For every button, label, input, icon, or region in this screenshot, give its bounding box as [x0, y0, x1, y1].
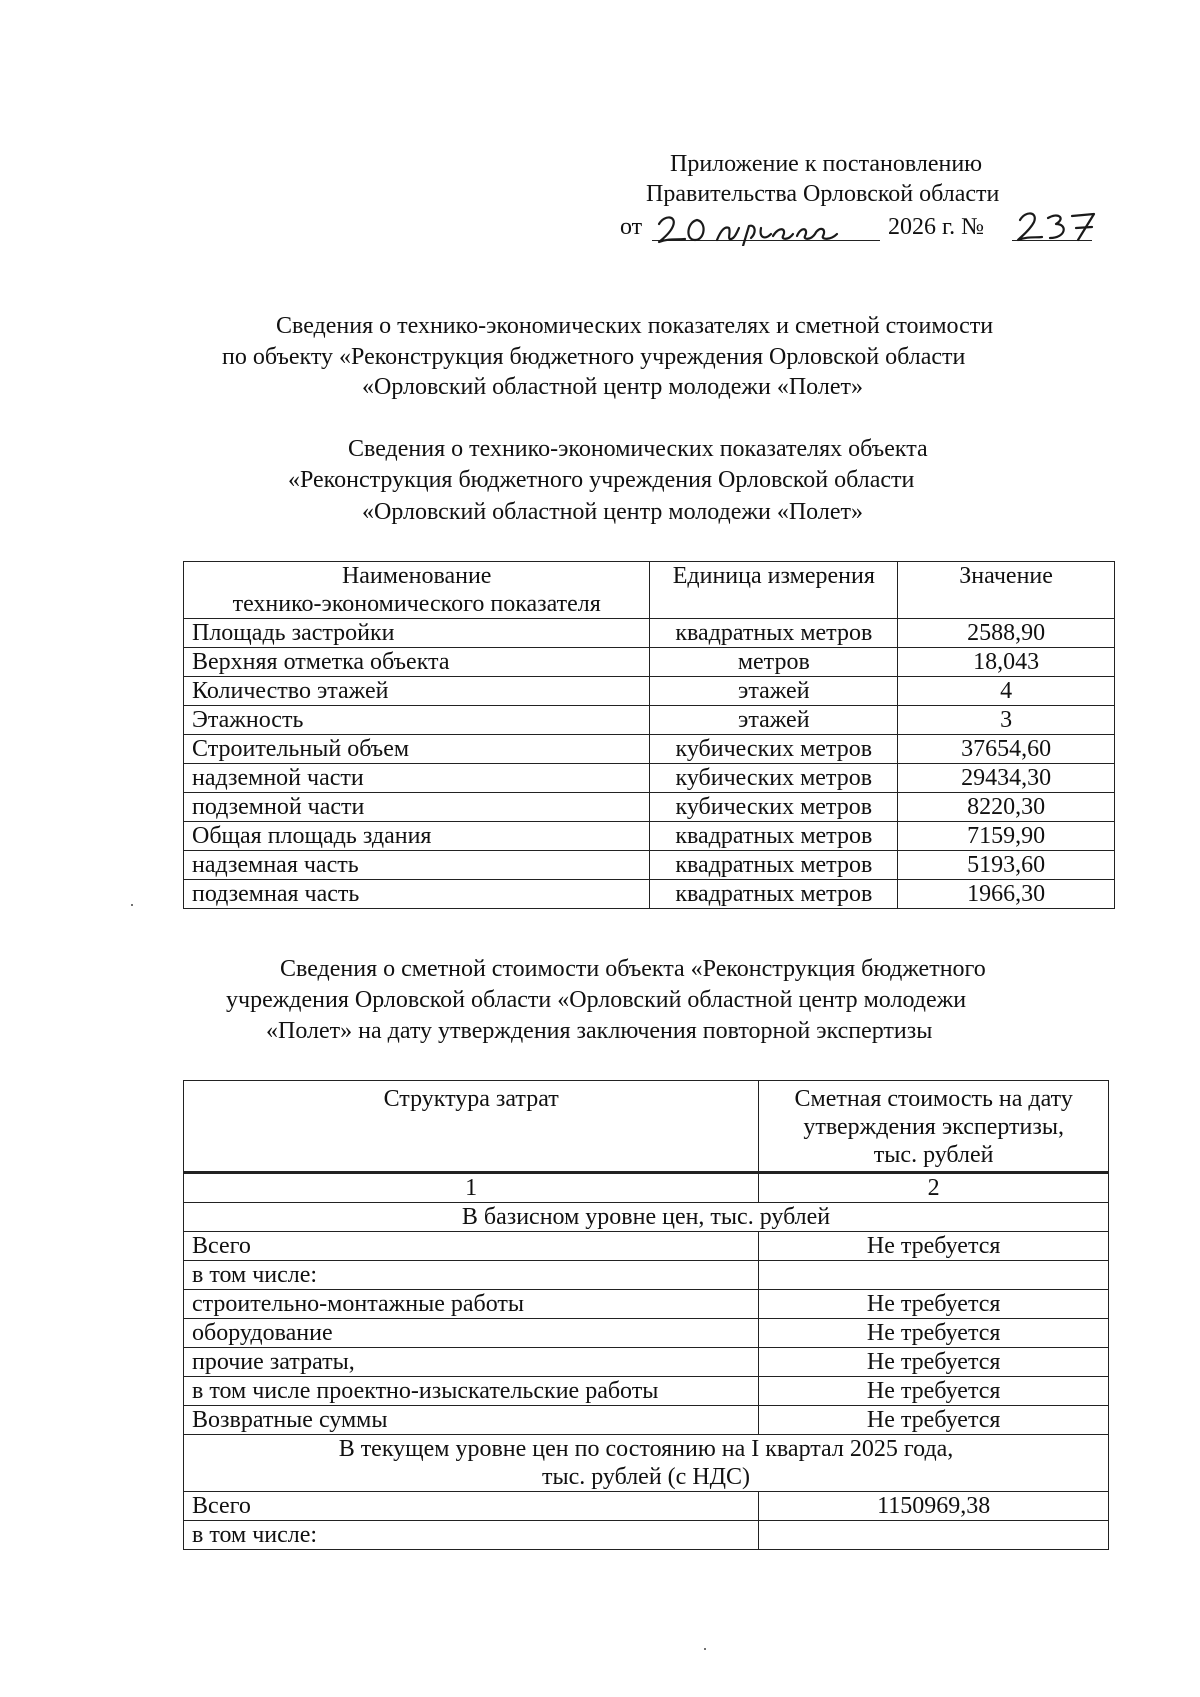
tep-row-unit: этажей: [650, 706, 898, 735]
tep-row-name: Количество этажей: [184, 677, 650, 706]
tep-row-unit: кубических метров: [650, 764, 898, 793]
scan-speck: [704, 1648, 706, 1650]
cost-row-name: Возвратные суммы: [184, 1406, 759, 1435]
cost-row-value: 1150969,38: [759, 1492, 1109, 1521]
tep-title-line-1: Сведения о технико-экономических показателях объекта: [348, 436, 928, 462]
tep-table: [183, 561, 1115, 909]
tep-header-name: [184, 562, 650, 619]
handwritten-date: [655, 212, 885, 246]
tep-row-name: Этажность: [184, 706, 650, 735]
tep-row-unit: кубических метров: [650, 793, 898, 822]
cost-table-body-current: [184, 1492, 1109, 1550]
tep-table-row: [184, 880, 1115, 909]
tep-row-value: 29434,30: [898, 764, 1115, 793]
tep-row-value: 37654,60: [898, 735, 1115, 764]
cost-table-row: [184, 1377, 1109, 1406]
tep-row-name: Общая площадь здания: [184, 822, 650, 851]
cost-table-row: [184, 1232, 1109, 1261]
header-government-line: Правительства Орловской области: [646, 181, 1000, 207]
cost-row-value: [759, 1521, 1109, 1550]
tep-row-name: Площадь застройки: [184, 619, 650, 648]
cost-table-row: [184, 1406, 1109, 1435]
tep-table-row: [184, 619, 1115, 648]
cost-row-value: Не требуется: [759, 1406, 1109, 1435]
cost-row-name: в том числе:: [184, 1521, 759, 1550]
tep-row-unit: метров: [650, 648, 898, 677]
tep-row-unit: квадратных метров: [650, 619, 898, 648]
tep-table-row: [184, 851, 1115, 880]
cost-table-header-row: [184, 1081, 1109, 1173]
scan-speck: [131, 904, 133, 906]
cost-row-name: Всего: [184, 1492, 759, 1521]
cost-row-name: Всего: [184, 1232, 759, 1261]
tep-header-name-line2: технико-экономического показателя: [232, 591, 601, 617]
tep-row-value: 5193,60: [898, 851, 1115, 880]
cost-table-row: [184, 1348, 1109, 1377]
cost-row-value: Не требуется: [759, 1377, 1109, 1406]
cost-title-line-1: Сведения о сметной стоимости объекта «Реконструкция бюджетного: [280, 956, 986, 982]
cost-header-cost: [759, 1081, 1109, 1173]
cost-table-row: [184, 1319, 1109, 1348]
header-appendix-line: Приложение к постановлению: [670, 151, 983, 177]
cost-row-name: в том числе проектно-изыскательские работы: [184, 1377, 759, 1406]
tep-table-body: [184, 619, 1115, 909]
cost-row-name: оборудование: [184, 1319, 759, 1348]
tep-row-value: 8220,30: [898, 793, 1115, 822]
cost-col-number-2: 2: [759, 1173, 1109, 1203]
header-year-label: 2026 г. №: [888, 214, 985, 240]
tep-table-row: [184, 706, 1115, 735]
tep-table-row: [184, 793, 1115, 822]
tep-row-name: Верхняя отметка объекта: [184, 648, 650, 677]
cost-table-body-basic: [184, 1232, 1109, 1435]
cost-table-row: [184, 1492, 1109, 1521]
tep-title-line-3: «Орловский областной центр молодежи «Полет»: [362, 499, 863, 525]
tep-row-name: надземная часть: [184, 851, 650, 880]
cost-header-cost-line1: Сметная стоимость на дату: [794, 1086, 1073, 1112]
cost-section-basic: В базисном уровне цен, тыс. рублей: [184, 1203, 1109, 1232]
main-title-line-3: «Орловский областной центр молодежи «Полет»: [362, 374, 863, 400]
cost-header-structure: Структура затрат: [184, 1081, 759, 1173]
header-from-label: от: [620, 214, 643, 240]
cost-row-name: прочие затраты,: [184, 1348, 759, 1377]
cost-row-value: Не требуется: [759, 1319, 1109, 1348]
tep-row-unit: квадратных метров: [650, 822, 898, 851]
tep-title-line-2: «Реконструкция бюджетного учреждения Орловской области: [288, 467, 915, 493]
handwritten-number: [1014, 208, 1098, 244]
tep-row-name: надземной части: [184, 764, 650, 793]
cost-row-name: строительно-монтажные работы: [184, 1290, 759, 1319]
main-title-line-1: Сведения о технико-экономических показателях и сметной стоимости: [276, 313, 994, 339]
cost-col-number-1: 1: [184, 1173, 759, 1203]
cost-section-current: [184, 1435, 1109, 1492]
tep-row-name: подземная часть: [184, 880, 650, 909]
tep-table-row: [184, 648, 1115, 677]
cost-header-cost-line3: тыс. рублей: [873, 1142, 994, 1168]
cost-header-cost-line2: утверждения экспертизы,: [803, 1114, 1064, 1140]
cost-column-number-row: [184, 1173, 1109, 1203]
cost-table-row: [184, 1261, 1109, 1290]
cost-row-value: [759, 1261, 1109, 1290]
tep-header-value: Значение: [898, 562, 1115, 619]
cost-table-row: [184, 1521, 1109, 1550]
cost-table-row: [184, 1290, 1109, 1319]
tep-row-name: подземной части: [184, 793, 650, 822]
cost-section-current-line2: тыс. рублей (с НДС): [541, 1464, 751, 1490]
tep-table-row: [184, 677, 1115, 706]
tep-header-name-line1: Наименование: [341, 563, 492, 589]
cost-row-value: Не требуется: [759, 1232, 1109, 1261]
tep-row-value: 7159,90: [898, 822, 1115, 851]
tep-row-value: 18,043: [898, 648, 1115, 677]
main-title-line-2: по объекту «Реконструкция бюджетного учреждения Орловской области: [222, 344, 966, 370]
tep-row-value: 2588,90: [898, 619, 1115, 648]
cost-row-name: в том числе:: [184, 1261, 759, 1290]
tep-table-header-row: [184, 562, 1115, 619]
tep-row-name: Строительный объем: [184, 735, 650, 764]
tep-row-unit: кубических метров: [650, 735, 898, 764]
tep-row-unit: этажей: [650, 677, 898, 706]
tep-row-value: 1966,30: [898, 880, 1115, 909]
tep-row-unit: квадратных метров: [650, 880, 898, 909]
cost-title-line-2: учреждения Орловской области «Орловский областной центр молодежи: [226, 987, 967, 1013]
cost-row-value: Не требуется: [759, 1290, 1109, 1319]
tep-table-row: [184, 764, 1115, 793]
cost-row-value: Не требуется: [759, 1348, 1109, 1377]
cost-table: [183, 1080, 1109, 1550]
cost-section-current-line1: В текущем уровне цен по состоянию на I квартал 2025 года,: [338, 1436, 954, 1462]
tep-row-value: 4: [898, 677, 1115, 706]
tep-table-row: [184, 822, 1115, 851]
tep-table-row: [184, 735, 1115, 764]
cost-section-current-row: [184, 1435, 1109, 1492]
cost-section-basic-row: [184, 1203, 1109, 1232]
tep-header-unit: Единица измерения: [650, 562, 898, 619]
tep-row-unit: квадратных метров: [650, 851, 898, 880]
tep-row-value: 3: [898, 706, 1115, 735]
cost-title-line-3: «Полет» на дату утверждения заключения повторной экспертизы: [266, 1018, 933, 1044]
